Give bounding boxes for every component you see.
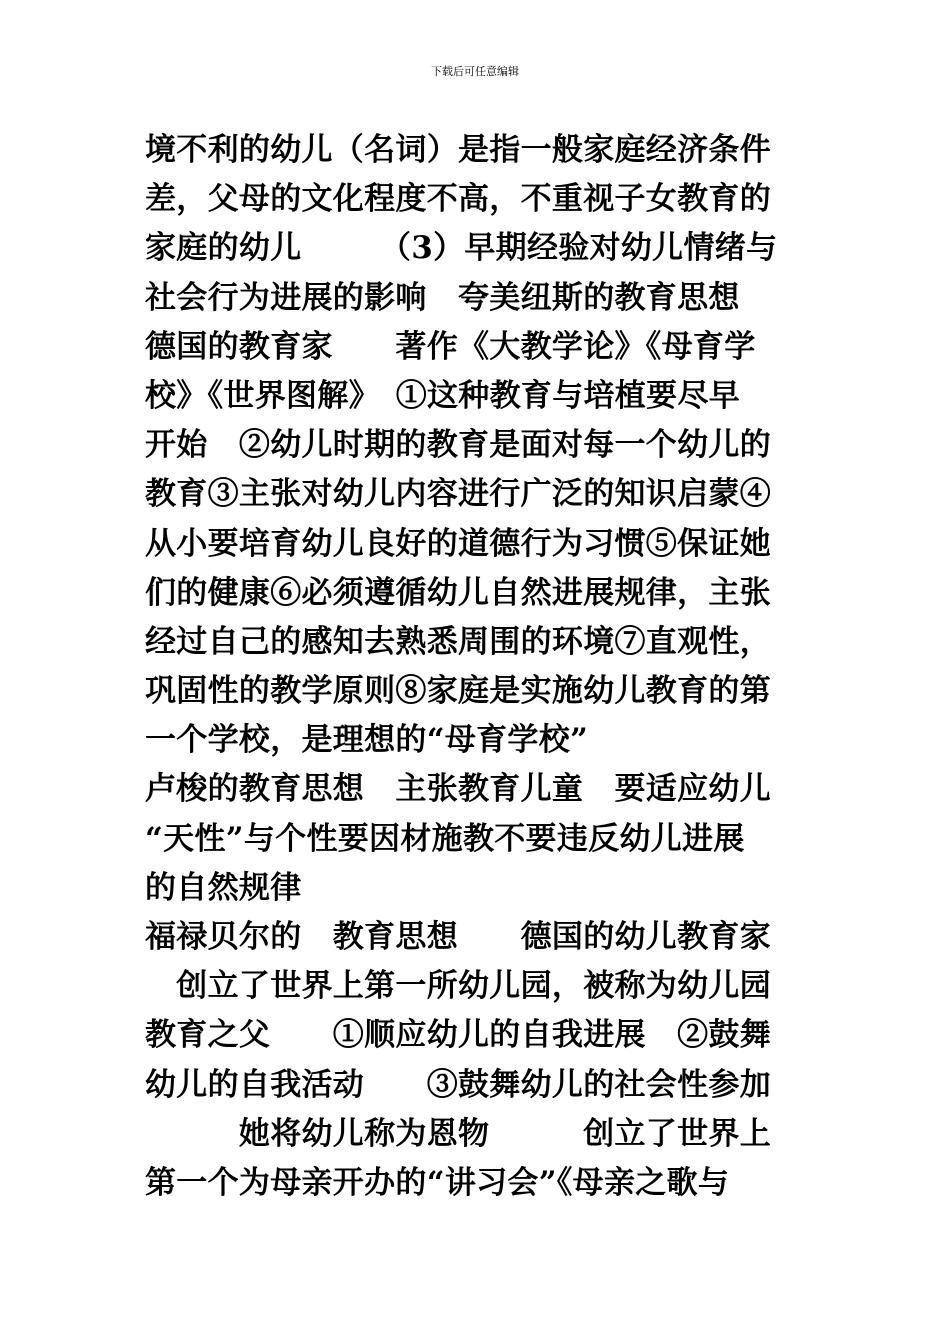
text-line: 从小要培育幼儿良好的道德行为习惯⑤保证她 xyxy=(145,525,771,562)
text-line: 卢梭的教育思想 主张教育儿童 要适应幼儿 xyxy=(145,771,771,808)
text-line: 们的健康⑥必须遵循幼儿自然进展规律，主张 xyxy=(145,574,771,611)
text-line: 教育之父 ①顺应幼儿的自我进展 ②鼓舞 xyxy=(145,1017,771,1054)
text-line: 开始 ②幼儿时期的教育是面对每一个幼儿的 xyxy=(145,427,771,464)
text-line: 校》《世界图解》 ①这种教育与培植要尽早 xyxy=(145,377,740,414)
text-line: 福禄贝尔的 教育思想 德国的幼儿教育家 xyxy=(145,919,771,955)
text-line: 德国的教育家 著作《大教学论》《母育学 xyxy=(145,328,756,365)
document-body xyxy=(145,126,815,1208)
text-line: 第一个为母亲开办的“讲习会”《母亲之歌与 xyxy=(145,1164,730,1201)
text-line: 社会行为进展的影响 夸美纽斯的教育思想 xyxy=(145,279,740,316)
text-line: 创立了世界上第一所幼儿园，被称为幼儿园 xyxy=(145,968,771,1005)
page-header: 下载后可任意编辑 xyxy=(431,65,519,78)
text-line: 巩固性的教学原则⑧家庭是实施幼儿教育的第 xyxy=(145,673,771,710)
text-line: 经过自己的感知去熟悉周围的环境⑦直观性， xyxy=(145,623,771,660)
text-line: 家庭的幼儿 （3）早期经验对幼儿情绪与 xyxy=(145,230,778,267)
text-line: 差，父母的文化程度不高，不重视子女教育的 xyxy=(145,181,771,218)
text-line: 的自然规律 xyxy=(145,869,302,906)
text-line: 境不利的幼儿（名词）是指一般家庭经济条件 xyxy=(145,132,771,168)
text-line: 幼儿的自我活动 ③鼓舞幼儿的社会性参加 xyxy=(145,1066,771,1103)
text-line: “天性”与个性要因材施教不要违反幼儿进展 xyxy=(145,820,745,857)
text-line: 教育③主张对幼儿内容进行广泛的知识启蒙④ xyxy=(145,476,771,513)
text-line: 一个学校，是理想的“母育学校” xyxy=(145,722,589,759)
text-line: 她将幼儿称为恩物 创立了世界上 xyxy=(145,1115,771,1152)
